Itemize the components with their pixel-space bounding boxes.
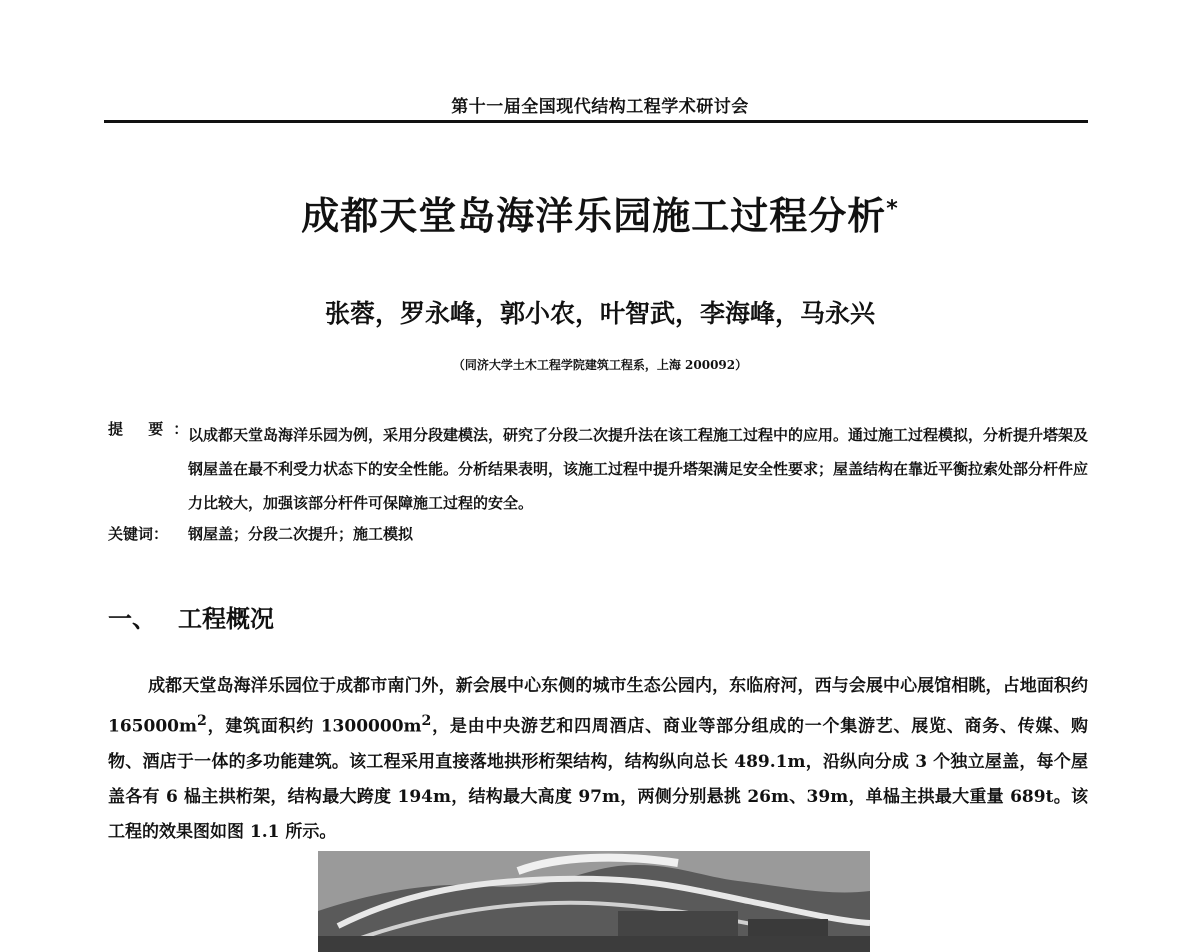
keywords-label: 关键词：	[108, 525, 169, 543]
abstract-label: 提 要：	[108, 420, 199, 438]
section-title: 工程概况	[178, 605, 274, 633]
conference-header: 第十一届全国现代结构工程学术研讨会	[451, 97, 749, 117]
keywords	[108, 523, 1088, 544]
keywords-text: 钢屋盖；分段二次提升；施工模拟	[188, 525, 414, 543]
affiliation: （同济大学土木工程学院建筑工程系，上海 200092）	[452, 358, 748, 372]
body-text-part-3: ，是由中央游艺和四周酒店、商业等部分组成的一个集游艺、展览、商务、传媒、购物、酒店于一体的多功能建筑。该工程采用直接落地拱形桁架结构，结构纵向总长 489.1m，沿纵向分成 3 个独立屋盖，每个屋盖各有 6 榀主拱桁架，结构最大跨度 194m，结构最大高度 97m，两侧分别悬挑 26m、39m，单榀主拱最大重量 689t。该工程的效果图如图 1.1 所示。	[108, 716, 1088, 842]
body-text-part-2: ，建筑面积约 1300000m	[206, 716, 422, 737]
title-footnote-mark: *	[886, 196, 899, 222]
superscript-2b: 2	[421, 713, 432, 729]
superscript-2: 2	[196, 713, 207, 729]
body-text-part-1: 成都天堂岛海洋乐园位于成都市南门外，新会展中心东侧的城市生态公园内，东临府河，西与会展中心展馆相眺，占地面积约 165000m	[108, 676, 1088, 737]
building-rendering-image	[318, 851, 870, 952]
body-paragraph	[108, 669, 1088, 850]
paper-title-text: 成都天堂岛海洋乐园施工过程分析	[301, 194, 887, 238]
abstract-text: 以成都天堂岛海洋乐园为例，采用分段建模法，研究了分段二次提升法在该工程施工过程中的应用。通过施工过程模拟，分析提升塔架及钢屋盖在最不利受力状态下的安全性能。分析结果表明，该施工过程中提升塔架满足安全性要求；屋盖结构在靠近平衡拉索处部分杆件应力比较大，加强该部分杆件可保障施工过程的安全。	[188, 426, 1089, 512]
rendering-figure	[318, 851, 870, 952]
author-list: 张蓉，罗永峰，郭小农，叶智武，李海峰，马永兴	[324, 299, 875, 328]
paper-title	[0, 185, 1200, 240]
section-heading	[108, 599, 274, 634]
header-rule	[104, 120, 1088, 123]
section-number: 一、	[108, 605, 156, 633]
